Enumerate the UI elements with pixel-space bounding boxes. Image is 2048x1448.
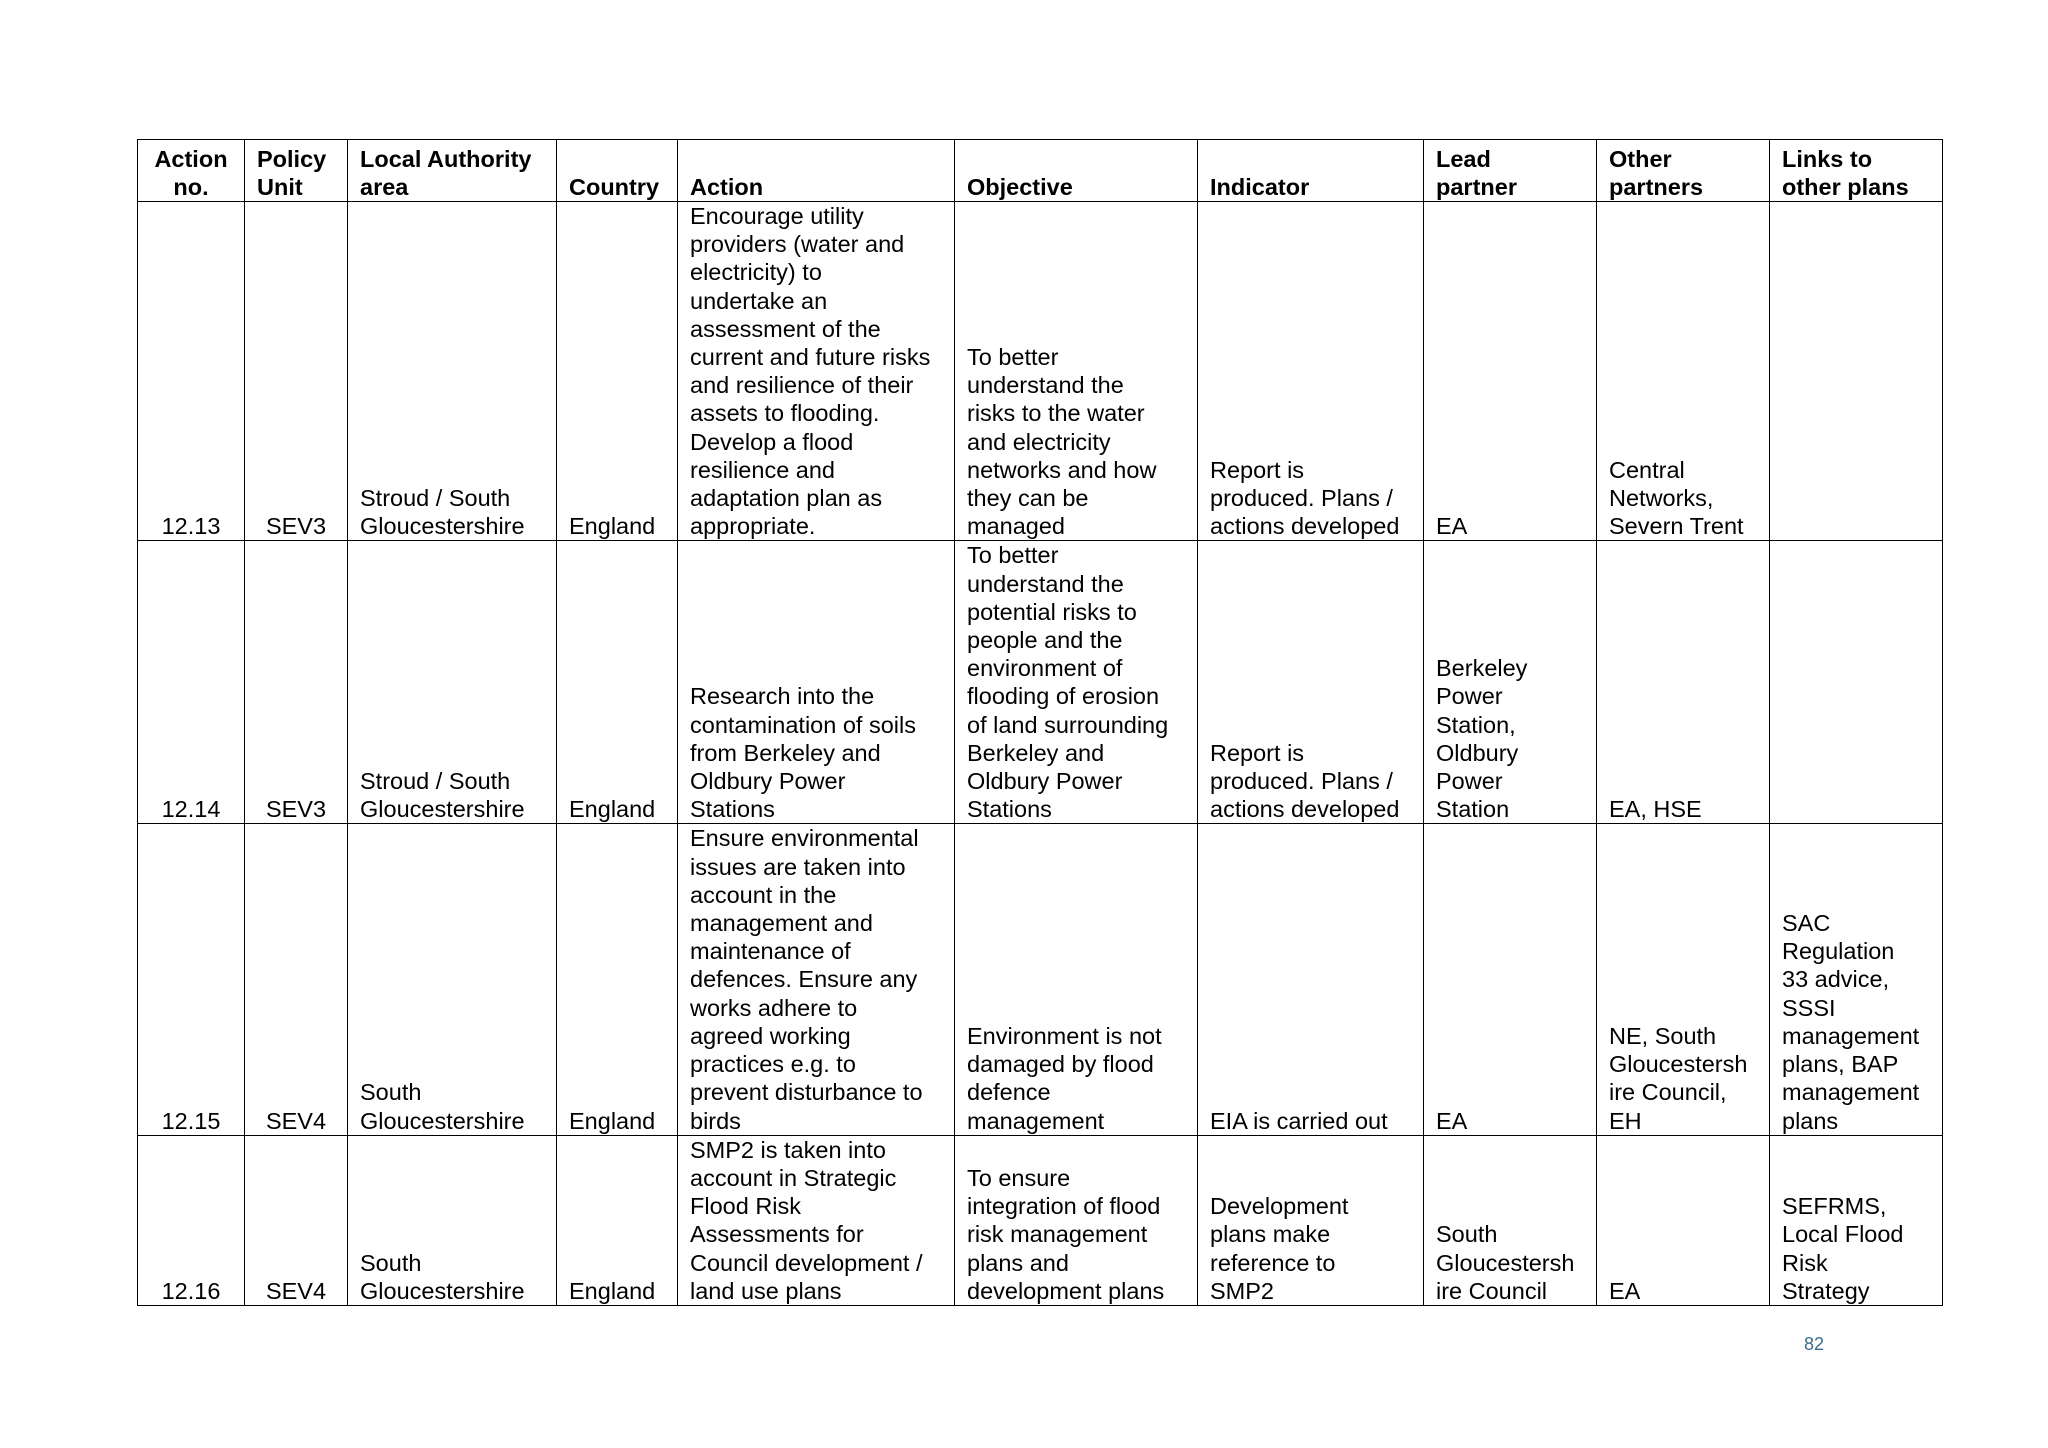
cell-links: SAC Regulation 33 advice, SSSI management plans, BAP management plans <box>1770 824 1943 1135</box>
cell-indicator: Development plans make reference to SMP2 <box>1198 1135 1424 1305</box>
cell-country: England <box>557 1135 678 1305</box>
table-row <box>138 824 1943 1135</box>
header-other-partners: Other partners <box>1597 140 1770 202</box>
cell-policy-unit: SEV4 <box>245 1135 348 1305</box>
cell-indicator: Report is produced. Plans / actions developed <box>1198 541 1424 824</box>
cell-links: SEFRMS, Local Flood Risk Strategy <box>1770 1135 1943 1305</box>
cell-indicator: Report is produced. Plans / actions developed <box>1198 202 1424 541</box>
cell-action-no: 12.15 <box>138 824 245 1135</box>
header-lead-partner: Lead partner <box>1424 140 1597 202</box>
cell-action: Encourage utility providers (water and electricity) to undertake an assessment of the current and future risks and resilience of their assets to flooding. Develop a flood resilience and adaptation plan as appropriate. <box>678 202 955 541</box>
cell-country: England <box>557 202 678 541</box>
cell-country: England <box>557 541 678 824</box>
header-links: Links to other plans <box>1770 140 1943 202</box>
cell-links <box>1770 202 1943 541</box>
cell-local-authority: South Gloucestershire <box>348 824 557 1135</box>
cell-local-authority: Stroud / South Gloucestershire <box>348 541 557 824</box>
header-indicator: Indicator <box>1198 140 1424 202</box>
cell-other-partners: NE, South Gloucestersh ire Council, EH <box>1597 824 1770 1135</box>
cell-lead-partner: Berkeley Power Station, Oldbury Power Station <box>1424 541 1597 824</box>
header-objective: Objective <box>955 140 1198 202</box>
cell-links <box>1770 541 1943 824</box>
cell-indicator: EIA is carried out <box>1198 824 1424 1135</box>
cell-objective: To better understand the potential risks to people and the environment of flooding of erosion of land surrounding Berkeley and Oldbury Power Stations <box>955 541 1198 824</box>
cell-action-no: 12.13 <box>138 202 245 541</box>
header-local-authority: Local Authority area <box>348 140 557 202</box>
cell-lead-partner: South Gloucestersh ire Council <box>1424 1135 1597 1305</box>
cell-local-authority: Stroud / South Gloucestershire <box>348 202 557 541</box>
cell-lead-partner: EA <box>1424 202 1597 541</box>
cell-action: Research into the contamination of soils from Berkeley and Oldbury Power Stations <box>678 541 955 824</box>
cell-objective: Environment is not damaged by flood defence management <box>955 824 1198 1135</box>
header-action-no: Action no. <box>138 140 245 202</box>
cell-action-no: 12.14 <box>138 541 245 824</box>
cell-action-no: 12.16 <box>138 1135 245 1305</box>
table-row <box>138 202 1943 541</box>
cell-action: Ensure environmental issues are taken into account in the management and maintenance of defences. Ensure any works adhere to agreed working practices e.g. to prevent disturbance to birds <box>678 824 955 1135</box>
cell-country: England <box>557 824 678 1135</box>
cell-other-partners: EA <box>1597 1135 1770 1305</box>
cell-policy-unit: SEV4 <box>245 824 348 1135</box>
cell-action: SMP2 is taken into account in Strategic Flood Risk Assessments for Council development / land use plans <box>678 1135 955 1305</box>
cell-objective: To ensure integration of flood risk management plans and development plans <box>955 1135 1198 1305</box>
cell-local-authority: South Gloucestershire <box>348 1135 557 1305</box>
table-row <box>138 1135 1943 1305</box>
page-number: 82 <box>1803 1334 1825 1354</box>
header-policy-unit: Policy Unit <box>245 140 348 202</box>
cell-policy-unit: SEV3 <box>245 541 348 824</box>
cell-other-partners: EA, HSE <box>1597 541 1770 824</box>
action-plan-table <box>137 139 1943 1306</box>
table-row <box>138 541 1943 824</box>
header-country: Country <box>557 140 678 202</box>
cell-objective: To better understand the risks to the water and electricity networks and how they can be managed <box>955 202 1198 541</box>
cell-lead-partner: EA <box>1424 824 1597 1135</box>
header-action: Action <box>678 140 955 202</box>
table-header-row <box>138 140 1943 202</box>
cell-policy-unit: SEV3 <box>245 202 348 541</box>
cell-other-partners: Central Networks, Severn Trent <box>1597 202 1770 541</box>
